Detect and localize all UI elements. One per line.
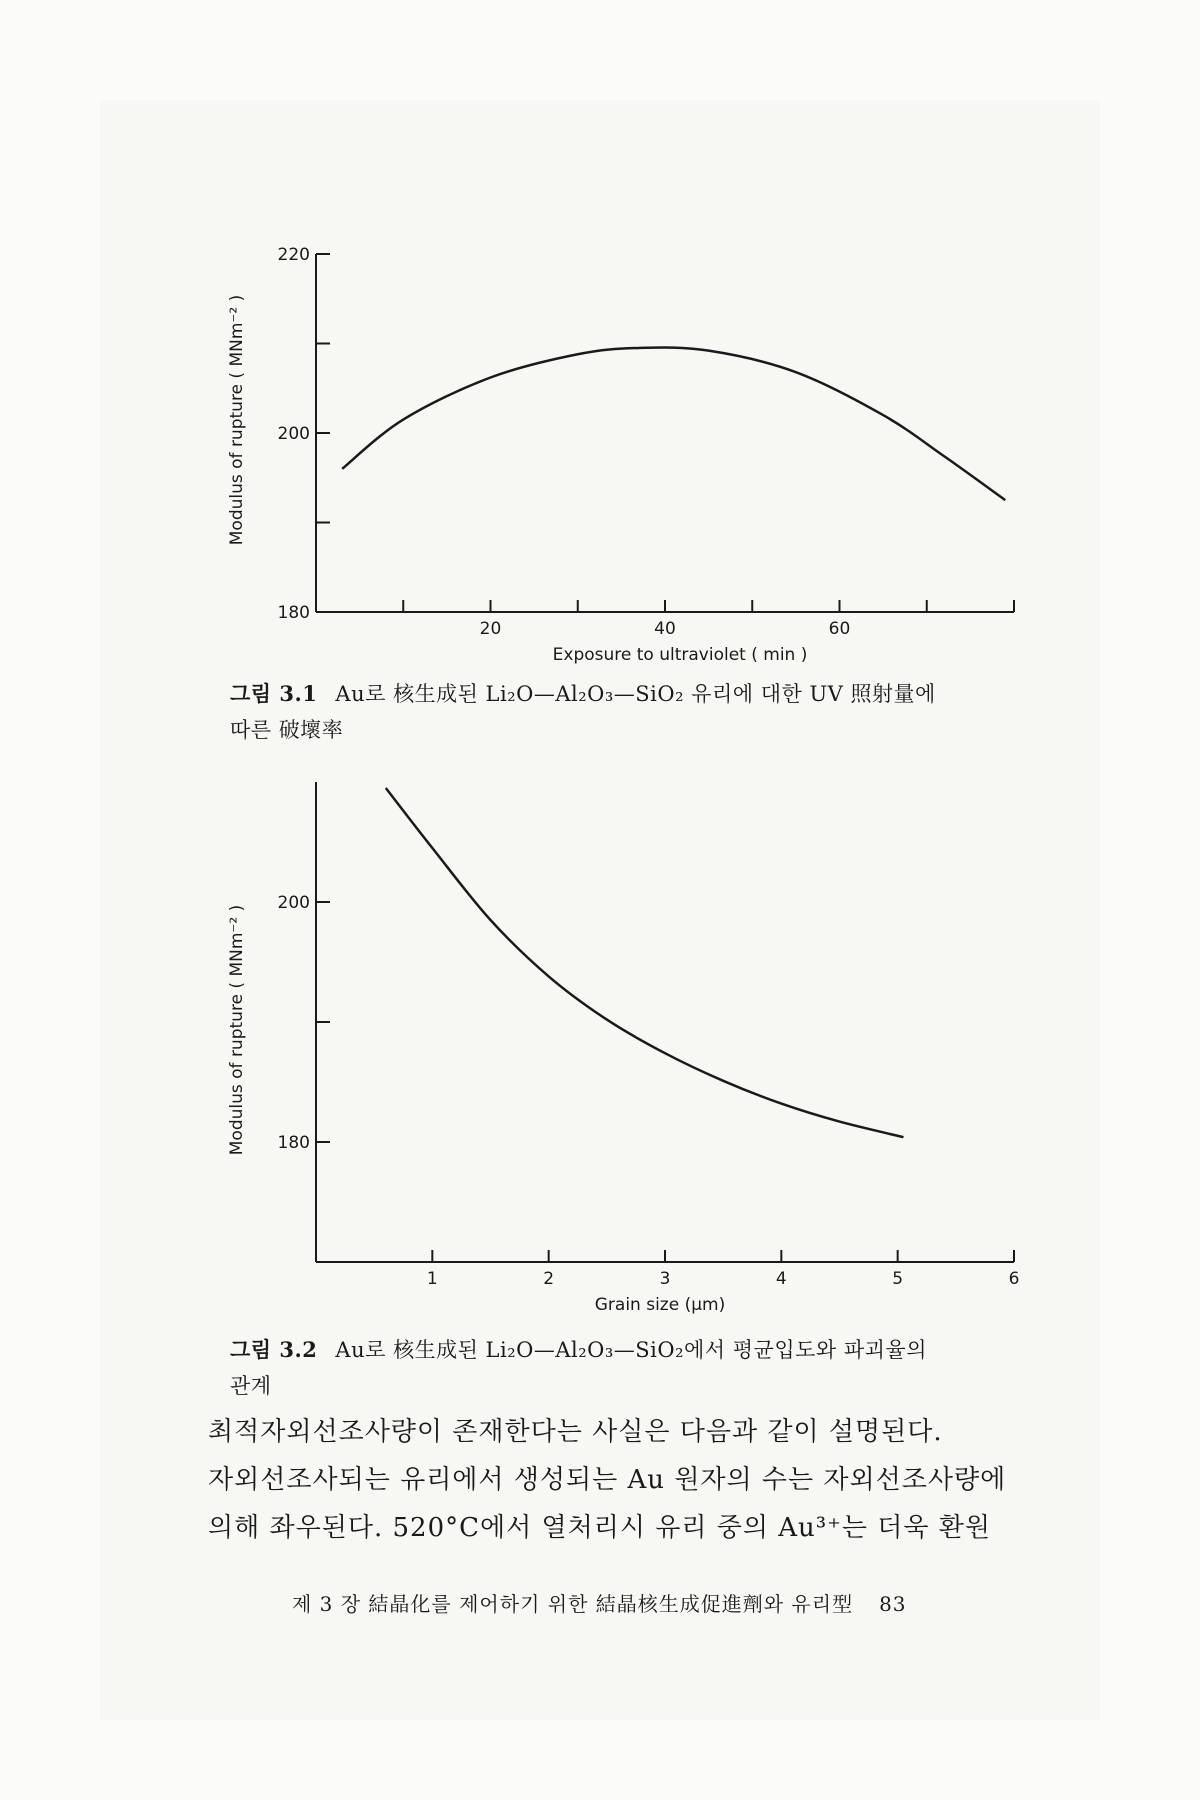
figure-3-2-caption bbox=[230, 1332, 1050, 1404]
y-tick-label: 200 bbox=[277, 424, 310, 444]
x-tick-label: 5 bbox=[892, 1269, 904, 1289]
x-tick-label: 1 bbox=[426, 1269, 438, 1289]
x-tick-label: 6 bbox=[1008, 1269, 1020, 1289]
body-line: 의해 좌우된다. 520°C에서 열처리시 유리 중의 Au³⁺는 더욱 환원 bbox=[208, 1513, 992, 1543]
body-line: 자외선조사되는 유리에서 생성되는 Au 원자의 수는 자외선조사량에 bbox=[208, 1465, 1007, 1495]
y-tick-label: 180 bbox=[277, 1133, 310, 1153]
x-tick-label: 3 bbox=[659, 1269, 671, 1289]
figure-caption-text: Au로 核生成된 Li₂O—Al₂O₃—SiO₂에서 평균입도와 파괴율의 관계 bbox=[230, 1338, 927, 1398]
body-paragraph bbox=[208, 1408, 1048, 1552]
x-tick-label: 4 bbox=[775, 1269, 787, 1289]
figure-label: 그림 3.2 bbox=[230, 1337, 318, 1362]
page-footer bbox=[292, 1588, 1052, 1617]
figure-caption-text: Au로 核生成된 Li₂O—Al₂O₃—SiO₂ 유리에 대한 UV 照射量에 따른 破壞率 bbox=[230, 682, 936, 742]
page-number: 83 bbox=[879, 1592, 907, 1616]
y-axis-label: Modulus of rupture ( MNm⁻² ) bbox=[227, 294, 247, 546]
y-tick-label: 180 bbox=[277, 603, 310, 623]
x-tick-label: 2 bbox=[543, 1269, 555, 1289]
x-tick-label: 20 bbox=[479, 619, 502, 639]
body-line: 최적자외선조사량이 존재한다는 사실은 다음과 같이 설명된다. bbox=[208, 1417, 943, 1447]
y-tick-label: 200 bbox=[277, 893, 310, 913]
figure-label: 그림 3.1 bbox=[230, 681, 318, 706]
x-tick-label: 60 bbox=[828, 619, 851, 639]
running-title: 제 3 장 結晶化를 제어하기 위한 結晶核生成促進劑와 유리型 bbox=[292, 1592, 854, 1616]
series-line bbox=[386, 788, 904, 1137]
y-tick-label: 220 bbox=[277, 245, 310, 265]
x-tick-label: 40 bbox=[654, 619, 676, 639]
y-axis-label: Modulus of rupture ( MNm⁻² ) bbox=[227, 904, 247, 1156]
x-axis-label: Grain size (μm) bbox=[594, 1295, 726, 1315]
x-axis-label: Exposure to ultraviolet ( min ) bbox=[552, 645, 808, 665]
